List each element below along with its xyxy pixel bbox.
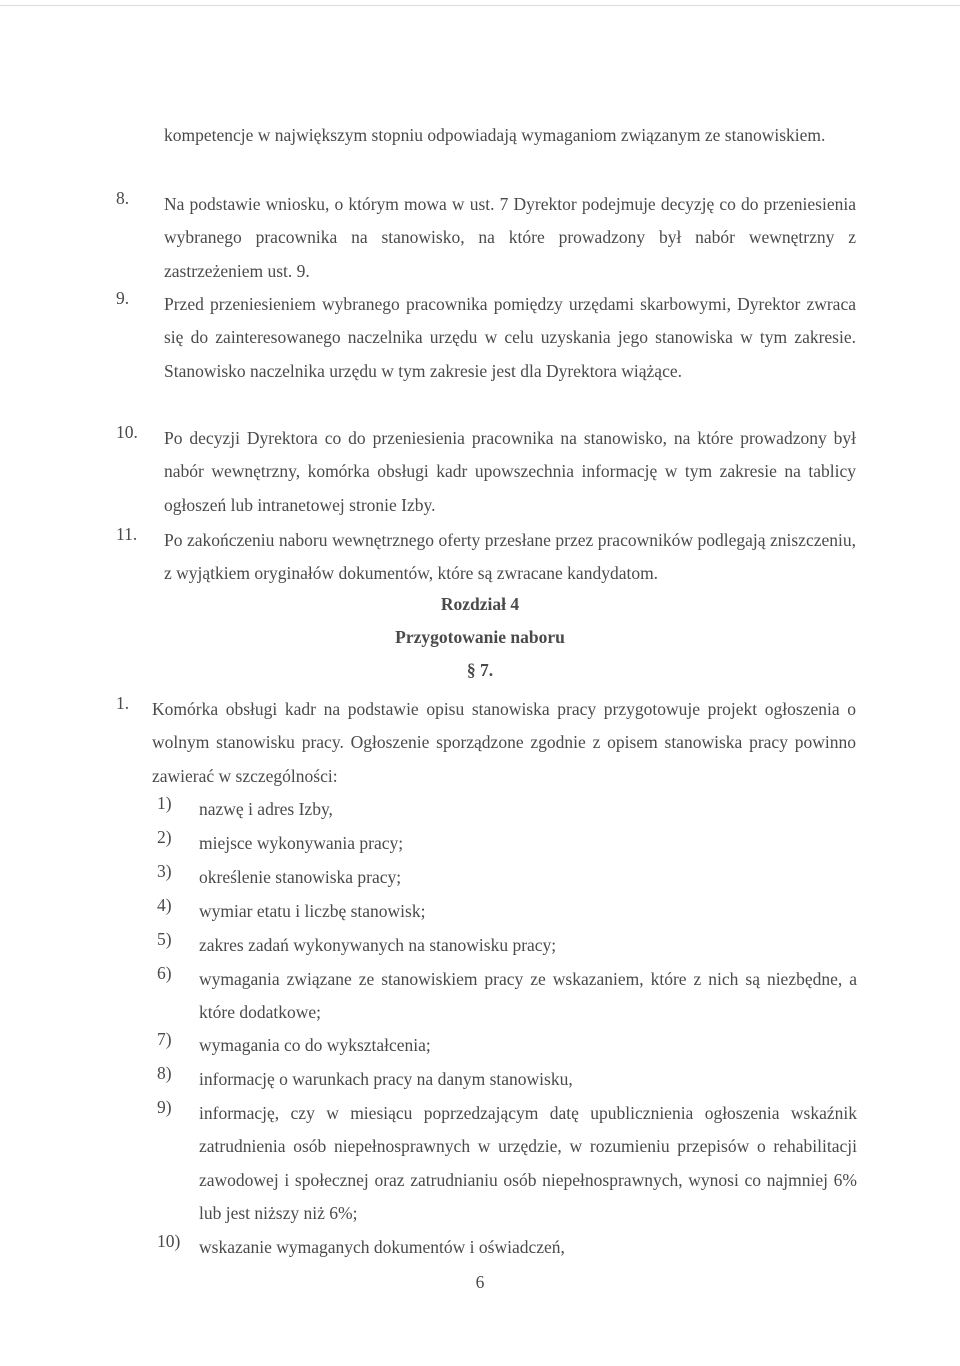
list-item: 1) nazwę i adres Izby, — [157, 793, 333, 819]
point-9 — [116, 288, 856, 388]
chapter-subtitle: Przygotowanie naboru — [395, 627, 565, 647]
section-mark: § 7. — [466, 660, 494, 680]
point-number: 9. — [116, 288, 130, 308]
point-number: 11. — [116, 524, 138, 544]
chapter-title: Rozdział 4 — [440, 594, 520, 614]
list-item: 5) zakres zadań wykonywanych na stanowisku pracy; — [157, 929, 557, 955]
point-text: Na podstawie wniosku, o którym mowa w ust. 7 Dyrektor podejmuje decyzję co do przeniesienia wybranego pracownika na stanowisko, na które prowadzony był nabór wewnętrzny z zastrzeżeniem ust. 9. — [164, 194, 856, 281]
list-item: 4) wymiar etatu i liczbę stanowisk; — [157, 895, 426, 921]
point-number: 10. — [116, 422, 138, 442]
continuation-text: kompetencje w największym stopniu odpowiadają wymaganiom związanym ze stanowiskiem. — [164, 125, 826, 145]
list-item: 6) wymagania związane ze stanowiskiem pracy ze wskazaniem, które z nich są niezbędne, a które dodatkowe; — [157, 963, 857, 1023]
list-item: 7) wymagania co do wykształcenia; — [157, 1029, 431, 1055]
list-item: 8) informację o warunkach pracy na danym stanowisku, — [157, 1063, 573, 1089]
list-item: 3) określenie stanowiska pracy; — [157, 861, 402, 887]
page-number: 6 — [475, 1272, 485, 1292]
point-text: Przed przeniesieniem wybranego pracownika pomiędzy urzędami skarbowymi, Dyrektor zwraca się do zainteresowanego naczelnika urzędu w celu uzyskania jego stanowiska w tym zakresie. Stanowisko naczelnika urzędu w tym zakresie jest dla Dyrektora wiążące. — [164, 294, 856, 381]
point-text: Komórka obsługi kadr na podstawie opisu stanowiska pracy przygotowuje projekt ogłoszenia o wolnym stanowisku pracy. Ogłoszenie sporządzone zgodnie z opisem stanowiska pracy powinno zawierać w szczególności: — [152, 699, 856, 786]
point-11 — [116, 524, 856, 591]
section7-point-1 — [116, 693, 856, 793]
point-number: 8. — [116, 188, 130, 208]
point-10 — [116, 422, 856, 522]
point-8 — [116, 188, 856, 288]
top-scan-edge — [0, 5, 960, 6]
point-text: Po zakończeniu naboru wewnętrznego oferty przesłane przez pracowników podlegają zniszczeniu, z wyjątkiem oryginałów dokumentów, które są zwracane kandydatom. — [164, 530, 856, 584]
list-item: 2) miejsce wykonywania pracy; — [157, 827, 404, 853]
list-item: 9) informację, czy w miesiącu poprzedzającym datę upublicznienia ogłoszenia wskaźnik zatrudnienia osób niepełnosprawnych w urzędzie, w rozumieniu przepisów o rehabilitacji zawodowej i społecznej oraz zatrudnianiu osób niepełnosprawnych, wynosi co najmniej 6% lub jest niższy niż 6%; — [157, 1097, 857, 1223]
point-number: 1. — [116, 693, 130, 713]
point-text: Po decyzji Dyrektora co do przeniesienia pracownika na stanowisko, na które prowadzony był nabór wewnętrzny, komórka obsługi kadr upowszechnia informację w tym zakresie na tablicy ogłoszeń lub intranetowej stronie Izby. — [164, 428, 856, 515]
list-item: 10) wskazanie wymaganych dokumentów i oświadczeń, — [157, 1231, 565, 1257]
